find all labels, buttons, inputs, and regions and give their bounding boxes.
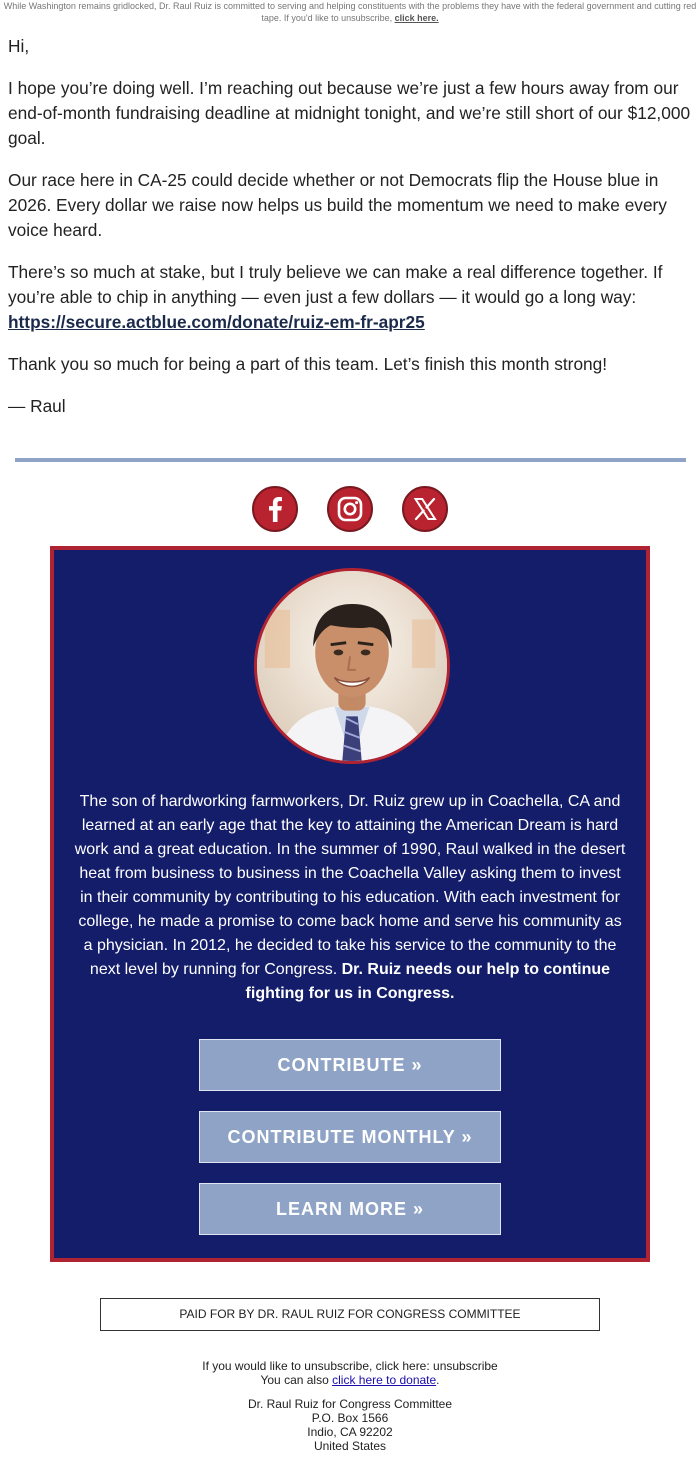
- divider: [15, 458, 686, 462]
- contribute-button[interactable]: CONTRIBUTE »: [199, 1039, 501, 1091]
- donate-link[interactable]: https://secure.actblue.com/donate/ruiz-em-fr-apr25: [8, 312, 425, 332]
- unsubscribe-text[interactable]: If you would like to unsubscribe, click here: unsubscribe: [202, 1359, 498, 1373]
- bio-text: [72, 790, 628, 1006]
- paragraph-2: Our race here in CA-25 could decide whether or not Democrats flip the House blue in 2026. Every dollar we raise now helps us build the momentum we need to make every voice heard.: [8, 170, 667, 240]
- paragraph-3-text: There’s so much at stake, but I truly believe we can make a real difference together. If you’re able to chip in anything — even just a few dollars — it would go a long way:: [8, 262, 663, 307]
- letter-body: [8, 34, 692, 436]
- paragraph-4: Thank you so much for being a part of this team. Let’s finish this month strong!: [8, 354, 608, 374]
- preheader-unsubscribe-link[interactable]: click here.: [394, 13, 439, 23]
- org-name: Dr. Raul Ruiz for Congress Committee: [247, 1397, 453, 1411]
- donate-prefix: You can also: [260, 1373, 333, 1387]
- donate-suffix: .: [436, 1373, 440, 1387]
- facebook-icon[interactable]: [252, 486, 298, 532]
- paragraph-3: [8, 260, 692, 335]
- x-icon[interactable]: [402, 486, 448, 532]
- donate-line: [0, 1373, 700, 1387]
- bio-panel: [50, 546, 650, 1262]
- po-box: P.O. Box 1566: [311, 1411, 389, 1425]
- footer-donate-link[interactable]: click here to donate: [332, 1373, 437, 1387]
- social-links: [0, 486, 700, 532]
- preheader: [0, 0, 700, 24]
- preheader-text: While Washington remains gridlocked, Dr. Raul Ruiz is committed to serving and helping constituents with the problems they have with the federal government and cutting red tape. If you'd like to unsubscribe,: [3, 1, 697, 23]
- paid-for-disclaimer: PAID FOR BY DR. RAUL RUIZ FOR CONGRESS COMMITTEE: [100, 1298, 600, 1331]
- contribute-monthly-button[interactable]: CONTRIBUTE MONTHLY »: [199, 1111, 501, 1163]
- bio-callout: Dr. Ruiz needs our help to continue fighting for us in Congress.: [245, 961, 611, 1002]
- signoff: — Raul: [8, 396, 66, 416]
- city-line: Indio, CA 92202: [307, 1425, 393, 1439]
- bio-paragraph: The son of hardworking farmworkers, Dr. Ruiz grew up in Coachella, CA and learned at an early age that the key to attaining the American Dream is hard work and a great education. In the summer of 1990, Raul walked in the desert heat from business to business in the Coachella Valley asking them to invest in their community by contributing to his education. With each investment for college, he made a promise to come back home and serve his community as a physician. In 2012, he decided to take his service to the community to the next level by running for Congress.: [74, 793, 626, 978]
- country: United States: [313, 1439, 387, 1453]
- learn-more-button[interactable]: LEARN MORE »: [199, 1183, 501, 1235]
- greeting: Hi,: [8, 36, 30, 56]
- footer: [0, 1359, 700, 1453]
- candidate-photo: [254, 568, 450, 764]
- paragraph-1: I hope you’re doing well. I’m reaching out because we’re just a few hours away from our end-of-month fundraising deadline at midnight tonight, and we’re still short of our $12,000 goal.: [8, 78, 691, 148]
- instagram-icon[interactable]: [327, 486, 373, 532]
